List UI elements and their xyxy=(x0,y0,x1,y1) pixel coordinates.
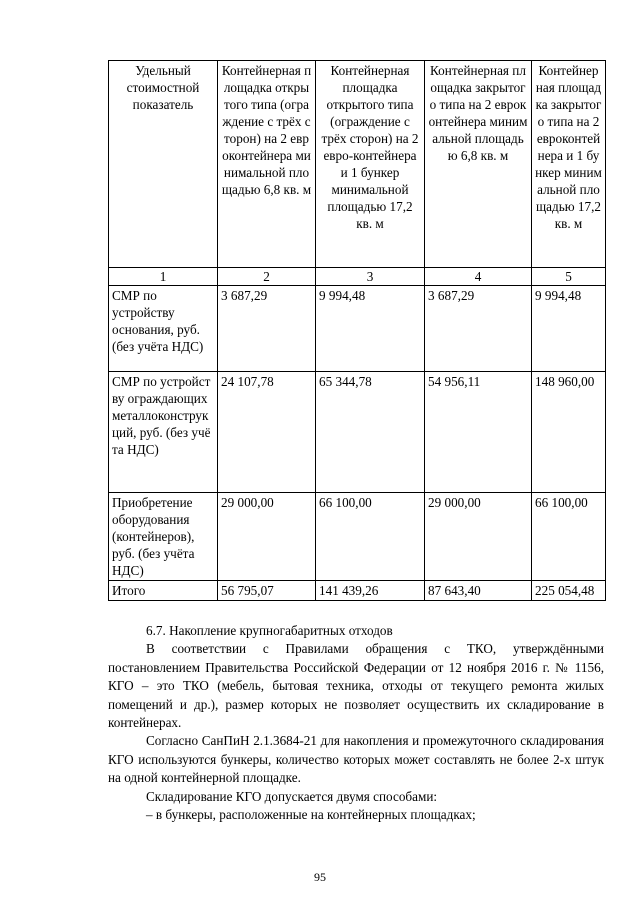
list-item: – в бункеры, расположенные на контейнерных площадках; xyxy=(146,807,476,823)
table-total-row xyxy=(109,581,606,601)
paragraph: Согласно СанПиН 2.1.3684-21 для накопления и промежуточного складирования КГО используются бункеры, количество которых может составлять не более 2-х штук на одной контейнерной площадке. xyxy=(108,733,604,786)
table-cell: 56 795,07 xyxy=(218,581,316,601)
table-header-cell: Удельный стоимостной показатель xyxy=(109,61,218,268)
table-cell: 9 994,48 xyxy=(316,286,425,372)
paragraph: В соответствии с Правилами обращения с ТКО, утверждёнными постановлением Правительства Российской Федерации от 12 ноября 2016 г. № 1156, КГО – это ТКО (мебель, бытовая техника, отходы от текущего ремонта жилых помещений и др.), размер которых не позволяет осуществить их складирование в контейнерах. xyxy=(108,641,604,731)
body-text xyxy=(108,622,604,824)
row-label: СМР по устройству основания, руб. (без учёта НДС) xyxy=(109,286,218,372)
paragraph: Складирование КГО допускается двумя способами: xyxy=(146,788,438,804)
table-cell: 66 100,00 xyxy=(532,493,606,581)
row-label: Итого xyxy=(109,581,218,601)
table-header-cell: Контейнерная площадка закрытого типа на 2 евроконтейнера минимальной площадью 6,8 кв. м xyxy=(425,61,532,268)
table-cell: 3 687,29 xyxy=(425,286,532,372)
table-cell: 148 960,00 xyxy=(532,372,606,493)
table-cell: 225 054,48 xyxy=(532,581,606,601)
table-cell: 24 107,78 xyxy=(218,372,316,493)
table-cell: 141 439,26 xyxy=(316,581,425,601)
table-cell: 66 100,00 xyxy=(316,493,425,581)
table-cell: 9 994,48 xyxy=(532,286,606,372)
table-cell: 29 000,00 xyxy=(218,493,316,581)
table-cell: 65 344,78 xyxy=(316,372,425,493)
table-header-cell: Контейнерная площадка закрытого типа на 2 евроконтейнера и 1 бункер минимальной площадью 17,2 кв. м xyxy=(532,61,606,268)
table-cell: 29 000,00 xyxy=(425,493,532,581)
column-number: 3 xyxy=(316,268,425,286)
row-label: СМР по устройству ограждающих металлоконструкций, руб. (без учёта НДС) xyxy=(109,372,218,493)
table-row xyxy=(109,286,606,372)
page-number: 95 xyxy=(314,870,326,884)
column-number: 1 xyxy=(109,268,218,286)
row-label: Приобретение оборудования (контейнеров), руб. (без учёта НДС) xyxy=(109,493,218,581)
column-number: 2 xyxy=(218,268,316,286)
table-row xyxy=(109,372,606,493)
cost-table xyxy=(108,60,606,601)
table-cell: 54 956,11 xyxy=(425,372,532,493)
table-cell: 3 687,29 xyxy=(218,286,316,372)
table-column-number-row xyxy=(109,268,606,286)
column-number: 5 xyxy=(532,268,606,286)
section-title: 6.7. Накопление крупногабаритных отходов xyxy=(146,623,393,638)
table-row xyxy=(109,493,606,581)
table-cell: 87 643,40 xyxy=(425,581,532,601)
table-header-cell: Контейнерная площадка открытого типа (ограждение с трёх сторон) на 2 евроконтейнера минимальной площадью 6,8 кв. м xyxy=(218,61,316,268)
column-number: 4 xyxy=(425,268,532,286)
table-header-row xyxy=(109,61,606,268)
table-header-cell: Контейнерная площадка открытого типа (ограждение с трёх сторон) на 2 евро-контейнера и 1 бункер минимальной площадью 17,2 кв. м xyxy=(316,61,425,268)
